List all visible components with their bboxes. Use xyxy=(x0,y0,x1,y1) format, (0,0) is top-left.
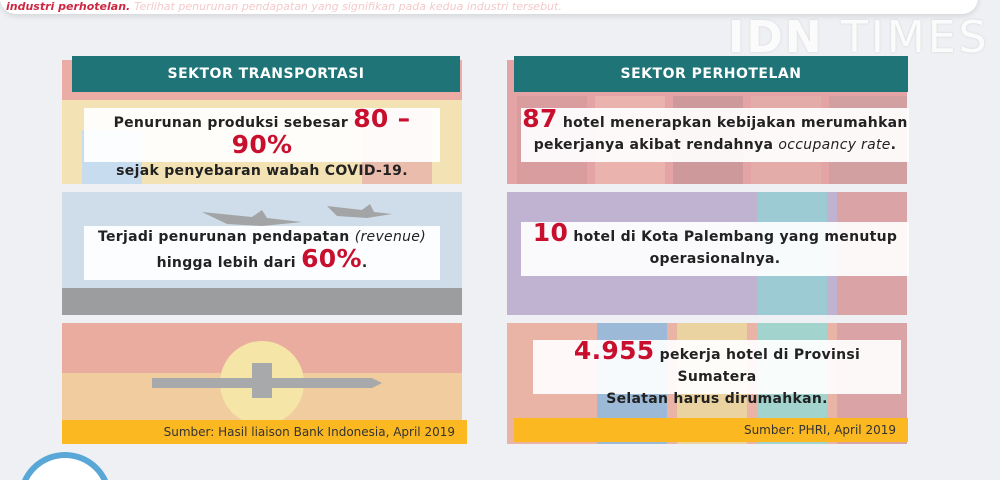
transport-source: Sumber: Hasil liaison Bank Indonesia, April 2019 xyxy=(62,420,467,444)
transport-sector-title: SEKTOR TRANSPORTASI xyxy=(72,56,460,92)
banner-text: industri perhotelan. Terlihat penurunan pendapatan yang signifikan pada kedua industri tersebut. xyxy=(6,0,562,13)
hotel-workers-box: 4.955 pekerja hotel di Provinsi Sumatera Selatan harus dirumahkan. xyxy=(533,340,901,394)
hotel-closure-box: 10 hotel di Kota Palembang yang menutup operasionalnya. xyxy=(521,222,909,276)
corner-circle-graphic xyxy=(18,452,112,480)
hotel-source: Sumber: PHRI, April 2019 xyxy=(514,418,908,442)
transport-production-box: Penurunan produksi sebesar 80 – 90% sejak penyebaran wabah COVID-19. xyxy=(84,108,440,162)
brand-logo: IDN TIMES xyxy=(728,12,990,63)
hotel-layoff-policy-box: 87 hotel menerapkan kebijakan merumahkan pekerjanya akibat rendahnya occupancy rate. xyxy=(521,108,909,162)
transport-revenue-box: Terjadi penurunan pendapatan (revenue) hingga lebih dari 60%. xyxy=(84,226,440,280)
hotel-sector-title: SEKTOR PERHOTELAN xyxy=(514,56,908,92)
